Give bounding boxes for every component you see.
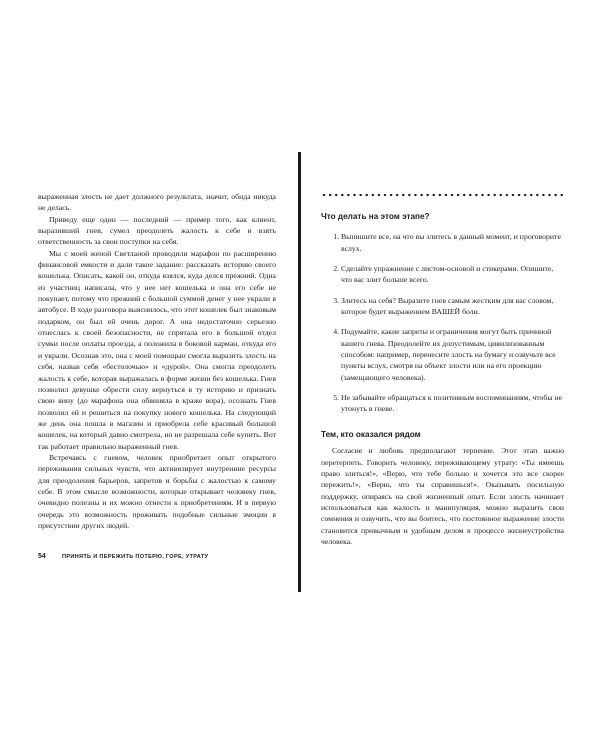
list-item: 4. Подумайте, какие запреты и ограничения могут быть причиной вашего гнева. Преодолейте их допустимым, цивилизованным способом: например, перенесите злость на бумагу и озвучьте все пункты вслух, смотря на объект злости или на его проекцию (замещающего человека). <box>341 326 564 383</box>
list-item: 3. Злитесь на себя? Выразите гнев самым жестким для вас словом, которое будет выражением ВАШЕЙ боли. <box>341 295 564 318</box>
dotted-rule <box>321 193 564 197</box>
steps-list <box>321 231 564 414</box>
paragraph: выраженная злость не дает должного результата, значит, обида никуда не делась. <box>38 192 276 213</box>
list-item: 5. Не забывайте обращаться к позитивным воспоминаниям, чтобы не утонуть в гневе. <box>341 392 564 415</box>
list-item: 2. Сделайте упражнение с листом-основой и стикерами. Опишите, что вас злит больше всего. <box>341 263 564 286</box>
page-number: 54 <box>38 553 46 560</box>
right-page-body <box>321 193 564 547</box>
paragraph: Приведу еще один — последний — пример того, как клиент, выразивший гнев, сумел преодолеть жалость к себе и взять ответственность за свои поступки на себя. <box>38 214 276 247</box>
page-divider <box>298 152 301 592</box>
paragraph: Мы с моей женой Светланой проводили марафон по расширению финансовой емкости и дали такое задание: рассказать историю своего кошелька. Описать, какой он, откуда взялся, куда делся прежний. Одна из участниц написала, что у нее нет кошелька и она его себе не покупает, потому что прежний с большой суммой денег у нее украли в автобусе. В ходе разговора выяснилось, что этот кошелек был знаковым подарком, он был ей очень дорог. А она недостаточно серьезно отнеслась к своей безопасности, не спрятала его в большой отдел сумки после оплаты проезда, а положила в боковой карман, откуда его и украли. Осознав это, она с моей помощью смогла выразить злость на себя, назвав себя «бестолочью» и «дурой». Она смогла преодолеть жалость к себе, которая выражалась в форме жизни без кошелька. Гнев позволил девушке обрести силу вернуться в ту историю и признать свою вину (до марафона она обвиняла в краже вора), осознать Гнев позволил ей и решиться на покупку нового кошелька. На следующий же день она пошла в магазин и приобрела себе красивый большой кошелек, на который давно смотрела, но не разрешала себе купить. Вот так работает правильно выраженный гнев. <box>38 248 277 451</box>
paragraph: Встречаясь с гневом, человек приобретает опыт открытого переживания сильных чувств, что активизирует внутренние ресурсы для преодоления барьеров, запретов и борьбы с жалостью к самому себе. В этом смысле возможности, которые открывает человеку гнев, очевидно полезны и их можно отнести к приобретениям. И в первую очередь это возможность проживать подобные сильные эмоции в присутствии других людей. <box>38 452 276 530</box>
list-item: 1. Выпишите все, на что вы злитесь в данный момент, и проговорите вслух. <box>341 231 564 254</box>
page-footer <box>38 553 276 561</box>
paragraph: Согласие и любовь предполагают терпение. Этот этап важно перетерпеть. Говорить человеку, переживающему утрату: «Ты имеешь право злиться!», «Верю, что тебе больно и хочется это все скорее пережить!», «Верю, что ты справишься!». Оказывать посильную поддержку, опираясь на свой жизненный опыт. Если злость начинает использоваться как жалость и манипуляция, можно выразить свои сомнения и озвучить, что вы боитесь, что постоянное выражение злости становится привычным и удобным делом в процессе жизнеустройства человека. <box>321 446 564 546</box>
running-head: ПРИНЯТЬ И ПЕРЕЖИТЬ ПОТЕРЮ, ГОРЕ, УТРАТУ <box>62 554 209 560</box>
left-page-body <box>38 191 276 531</box>
section-heading: Что делать на этом этапе? <box>321 212 430 221</box>
section-heading: Тем, кто оказался рядом <box>321 429 421 439</box>
